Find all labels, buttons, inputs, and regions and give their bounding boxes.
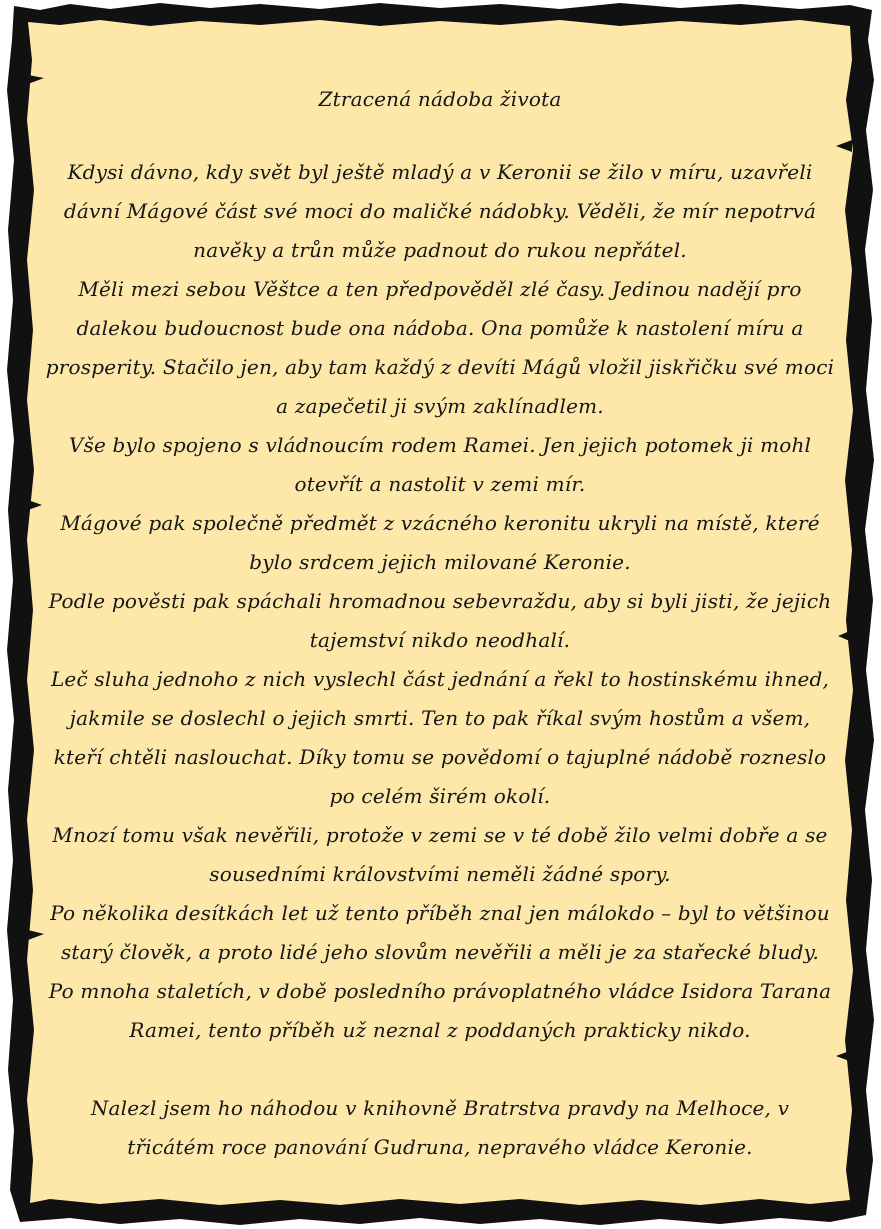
paragraph: Po mnoha staletích, v době posledního právoplatného vládce Isidora Tarana Ramei, tento příběh už neznal z poddaných prakticky nikdo. — [48, 979, 832, 1042]
paragraph-gap — [44, 1050, 836, 1089]
paragraph: Vše bylo spojeno s vládnoucím rodem Ramei. Jen jejich potomek ji mohl otevřít a nastolit v zemi mír. — [68, 433, 812, 496]
paragraph: Podle pověsti pak spáchali hromadnou sebevraždu, aby si byli jisti, že jejich tajemství nikdo neodhalí. — [48, 589, 832, 652]
paragraph: Mágové pak společně předmět z vzácného keronitu ukryli na místě, které bylo srdcem jejich milované Keronie. — [60, 511, 820, 574]
closing-note: Nalezl jsem ho náhodou v knihovně Bratrstva pravdy na Melhoce, v třicátém roce panování Gudruna, nepravého vládce Keronie. — [90, 1096, 790, 1159]
paragraph: Měli mezi sebou Věštce a ten předpověděl zlé časy. Jedinou nadějí pro dalekou budoucnost bude ona nádoba. Ona pomůže k nastolení míru a prosperity. Stačilo jen, aby tam každý z devíti Mágů vložil jiskřičku své moci a zapečetil ji svým zaklínadlem. — [45, 277, 835, 418]
paragraph: Po několika desítkách let už tento příběh znal jen málokdo – byl to většinou starý člověk, a proto lidé jeho slovům nevěřili a měli je za stařecké bludy. — [50, 901, 830, 964]
document-body — [44, 84, 836, 1167]
paragraph: Kdysi dávno, kdy svět byl ještě mladý a v Keronii se žilo v míru, uzavřeli dávní Mágové část své moci do maličké nádobky. Věděli, že mír nepotrvá navěky a trůn může padnout do rukou nepřátel. — [63, 160, 817, 262]
paragraph: Leč sluha jednoho z nich vyslechl část jednání a řekl to hostinskému ihned, jakmile se doslechl o jejich smrti. Ten to pak říkal svým hostům a všem, kteří chtěli naslouchat. Díky tomu se povědomí o tajuplné nádobě rozneslo po celém širém okolí. — [50, 667, 830, 808]
paragraph: Mnozí tomu však nevěřili, protože v zemi se v té době žilo velmi dobře a se sousedními královstvími neměli žádné spory. — [52, 823, 828, 886]
document-title: Ztracená nádoba života — [318, 87, 562, 111]
